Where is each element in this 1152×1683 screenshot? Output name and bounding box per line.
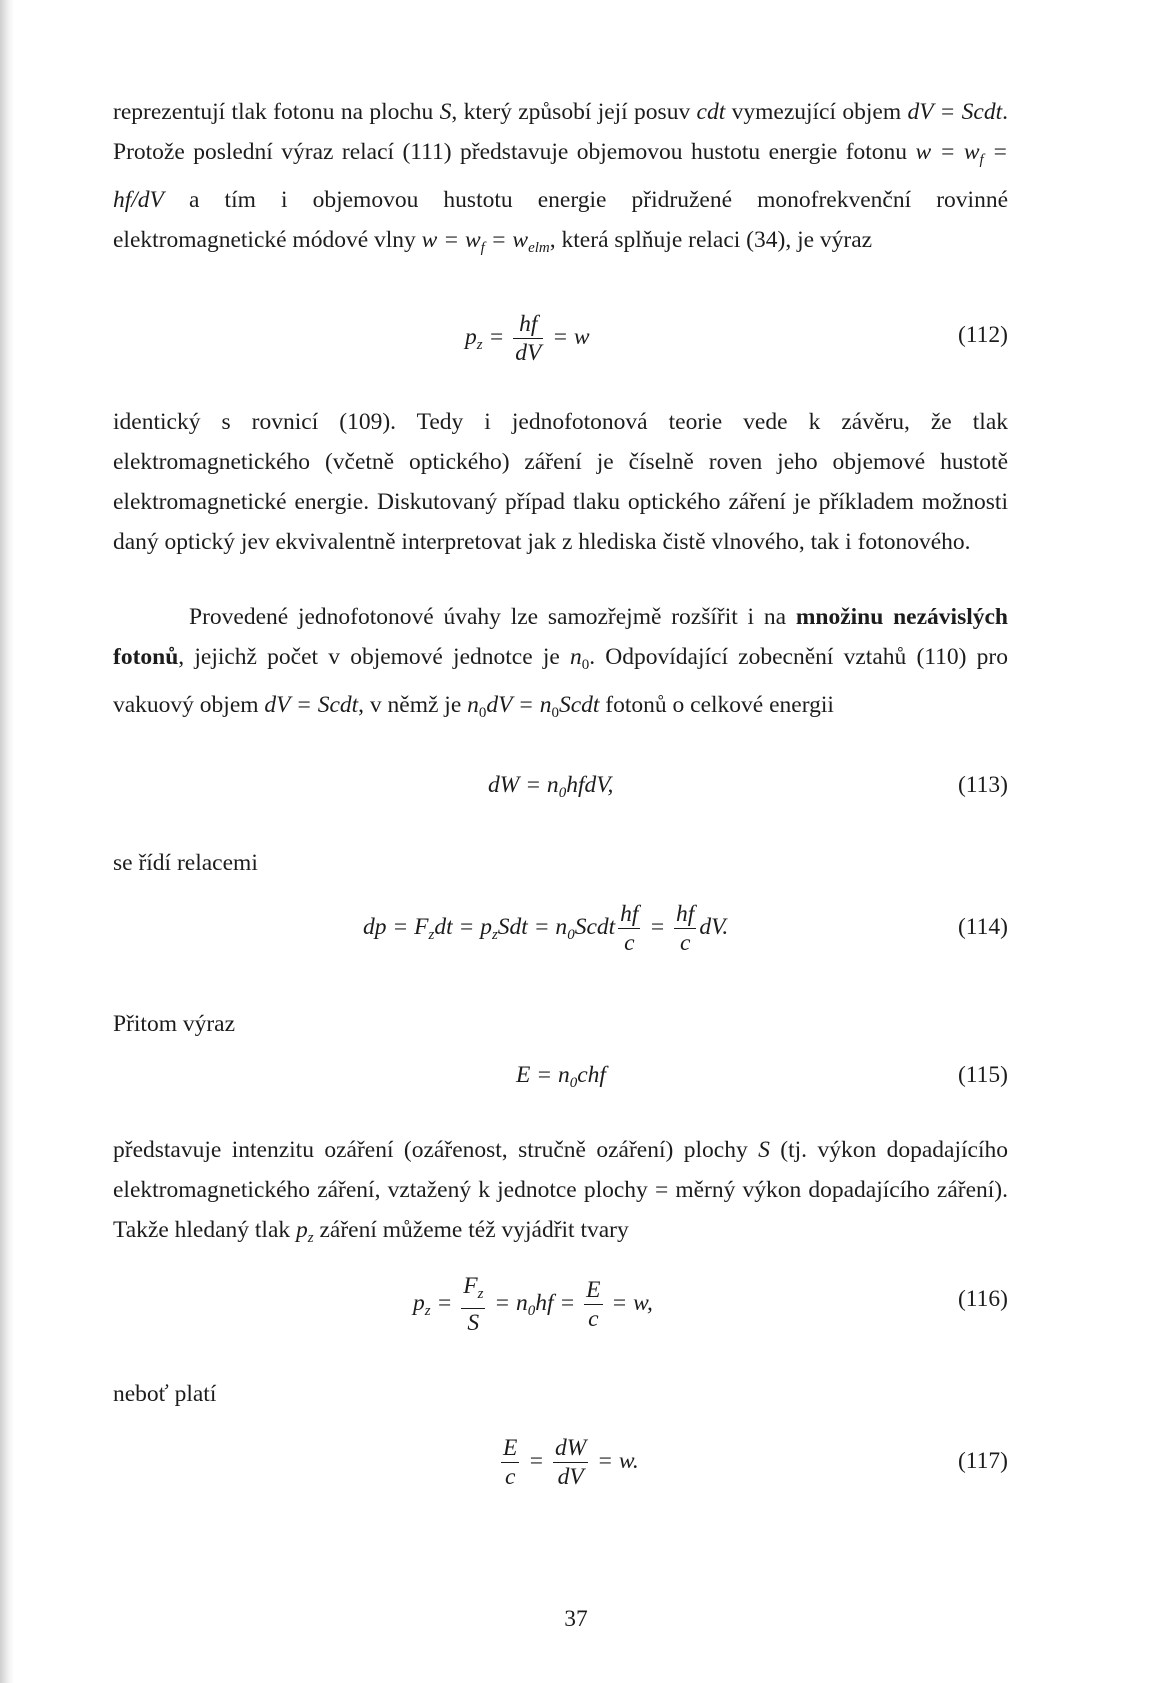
equation-number: (116) — [957, 1286, 1008, 1312]
math-expression: chf — [577, 1062, 606, 1088]
text-run: Provedené jednofotonové úvahy lze samozřejmě rozšířit i na — [189, 604, 796, 630]
fraction — [461, 1272, 485, 1337]
math-symbol: cdt — [696, 99, 726, 125]
math-expression: dt = p — [434, 913, 492, 940]
inline-math: dV = Scdt — [907, 99, 1003, 125]
fraction-numerator: hf — [620, 901, 639, 927]
subscript: f — [480, 240, 485, 256]
equation-number: (112) — [957, 322, 1008, 348]
fraction-numerator: E — [503, 1435, 518, 1461]
page-number: 37 — [564, 1606, 588, 1632]
math-operator: = — [643, 913, 672, 940]
fraction-denominator: c — [624, 930, 635, 956]
subscript: z — [424, 1302, 431, 1319]
subscript: 0 — [567, 926, 575, 943]
paragraph-6 — [113, 1130, 1008, 1258]
subscript: f — [979, 152, 984, 168]
math-symbol: p — [296, 1217, 308, 1243]
fraction-denominator: dV — [515, 340, 542, 366]
inline-math: dV = n — [486, 692, 552, 718]
paragraph-3 — [113, 597, 1008, 733]
math-symbol: Scdt — [558, 692, 600, 718]
equation-body — [465, 310, 590, 367]
text-run: reprezentují tlak fotonu na plochu — [113, 99, 440, 125]
subscript: z — [307, 1230, 314, 1246]
math-expression: E = n — [516, 1062, 570, 1088]
equation-number: (113) — [957, 772, 1008, 798]
text-run: , v němž je — [358, 692, 468, 718]
equation-116 — [113, 1272, 1008, 1342]
fraction-numerator: E — [586, 1277, 601, 1303]
math-symbol: S — [439, 99, 452, 125]
fraction-numerator: hf — [676, 901, 695, 927]
subscript: 0 — [558, 785, 567, 801]
text-run: , která splňuje relaci (34), je výraz — [549, 227, 873, 253]
math-expression: dp = F — [363, 913, 429, 940]
text-run: (tj. výkon dopadajícího elektromagnetického záření, vztažený k jednotce plochy = měrný výkon dopadajícího záření). Takže hledaný tlak — [113, 1137, 1008, 1243]
paragraph-4: se řídí relacemi — [113, 850, 258, 876]
paragraph-7: neboť platí — [113, 1381, 217, 1407]
math-symbol: S — [758, 1137, 770, 1163]
bold-term: množinu nezávislých fotonů — [113, 604, 1008, 670]
math-operator: = — [482, 323, 511, 350]
subscript: 0 — [527, 1302, 536, 1319]
fraction-denominator: S — [467, 1310, 480, 1336]
fraction — [584, 1276, 602, 1333]
math-expression: = w. — [591, 1447, 639, 1474]
equation-117 — [113, 1434, 1008, 1504]
text-run: fotonů o celkové energii — [599, 692, 834, 718]
subscript: 0 — [551, 705, 559, 721]
inline-math: w = w — [915, 139, 980, 165]
subscript: z — [428, 926, 435, 943]
subscript: z — [476, 336, 483, 353]
inline-math: dV = Scdt — [264, 692, 359, 718]
fraction — [618, 900, 640, 957]
math-expression: = n — [488, 1289, 528, 1316]
math-symbol: p — [465, 323, 477, 350]
text-run: , který způsobí její posuv — [451, 99, 697, 125]
math-symbol: n — [467, 692, 479, 718]
subscript: 0 — [581, 657, 590, 673]
math-expression: dV. — [699, 913, 729, 940]
paragraph-1 — [113, 92, 1008, 268]
math-expression: hf = — [535, 1289, 582, 1316]
math-operator: = — [430, 1289, 459, 1316]
text-run: záření můžeme též vyjádřit tvary — [313, 1217, 629, 1243]
text-run: představuje intenzitu ozáření (ozářenost, stručně ozáření) plochy — [113, 1137, 759, 1163]
math-symbol: = w — [546, 323, 590, 350]
equation-body — [516, 1062, 606, 1092]
inline-math: w = w — [421, 227, 481, 253]
fraction — [501, 1434, 519, 1491]
text-run: , jejichž počet v objemové jednotce je — [178, 644, 570, 670]
fraction-denominator: c — [504, 1464, 516, 1490]
fraction — [513, 310, 543, 367]
fraction — [674, 900, 696, 957]
equation-body — [498, 1434, 639, 1491]
inline-math: = hf/dV — [113, 139, 1008, 213]
fraction-denominator: dV — [557, 1464, 584, 1490]
equation-113 — [113, 768, 1008, 838]
equation-number: (115) — [957, 1062, 1008, 1088]
equation-number: (114) — [957, 914, 1008, 940]
math-expression: Sdt = n — [497, 913, 568, 940]
fraction — [553, 1434, 588, 1491]
paragraph-2: identický s rovnicí (109). Tedy i jednofotonová teorie vede k závěru, že tlak elektromagnetického (včetně optického) záření je číselně roven jeho objemové hustotě elektromagnetické energie. Diskutovaný případ tlaku optického záření je příkladem možnosti daný optický jev ekvivalentně interpretovat jak z hlediska čistě vlnového, tak i fotonového. — [113, 409, 1008, 555]
math-expression: dW = n — [488, 772, 559, 798]
subscript: 0 — [478, 705, 487, 721]
equation-body — [413, 1272, 653, 1337]
subscript: 0 — [569, 1075, 578, 1091]
subscript: z — [477, 1286, 484, 1302]
equation-112 — [113, 310, 1008, 380]
math-expression: Scdt — [574, 913, 616, 940]
equation-body — [363, 900, 728, 957]
subscript: elm — [528, 240, 550, 256]
math-expression: hfdV, — [566, 772, 614, 798]
equation-body — [488, 772, 613, 802]
math-operator: = — [522, 1447, 550, 1474]
equation-114 — [113, 900, 1008, 970]
fraction-denominator: c — [679, 930, 691, 956]
math-symbol: F — [463, 1273, 478, 1299]
equation-115 — [113, 1058, 1008, 1128]
text-run: a tím i objemovou hustotu energie přidružené monofrekvenční rovinné elektromagnetické módové vlny — [113, 187, 1008, 253]
equation-number: (117) — [957, 1448, 1008, 1474]
subscript: z — [491, 926, 498, 943]
text-run: . Odpovídající zobecnění vztahů (110) pro vakuový objem — [113, 644, 1008, 718]
fraction-numerator — [461, 1272, 485, 1309]
fraction-numerator: hf — [513, 310, 543, 339]
fraction-numerator: dW — [554, 1435, 587, 1461]
text-run: . Protože poslední výraz relací (111) představuje objemovou hustotu energie fotonu — [113, 99, 1008, 165]
math-symbol: p — [413, 1289, 425, 1316]
paragraph-5: Přitom výraz — [113, 1011, 236, 1037]
math-symbol: n — [569, 644, 582, 670]
inline-math: = w — [484, 227, 529, 253]
math-expression: = w, — [605, 1289, 653, 1316]
fraction-denominator: c — [588, 1306, 599, 1332]
text-run: vymezující objem — [725, 99, 908, 125]
